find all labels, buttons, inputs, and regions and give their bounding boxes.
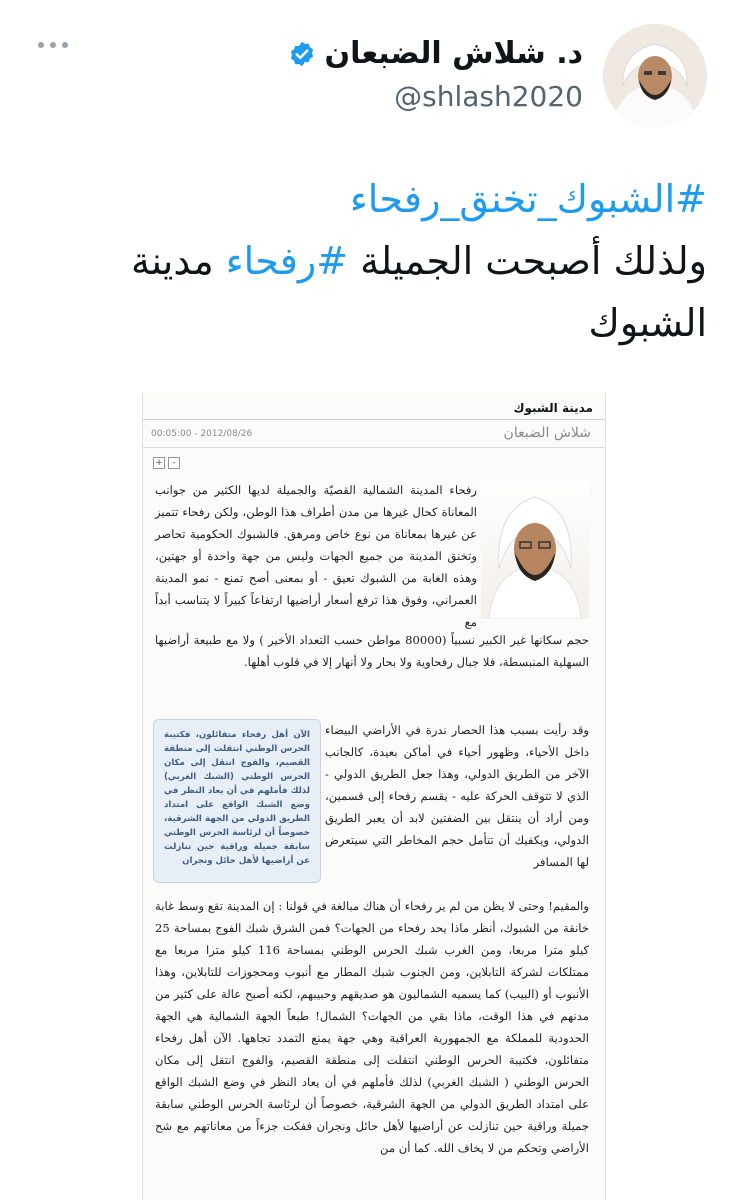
more-dot (38, 42, 44, 48)
divider (143, 419, 605, 420)
article-paragraph: والمقيم! وحتى لا يظن من لم ير رفحاء أن هناك مبالغة في قولنا : إن المدينة تقع وسط غابة خانقة من الشبوك، أنظر ماذا يحد رفحاء من الجهات؟ فمن الشرق شبك الفوج بمساحة 25 كيلو مترا مربعا، ومن الغرب شبك الحرس الوطني بمساحة 116 كيلو مترا مربعا مع ممتلكات لشركة التابلاين، ومن الجنوب شبك المطار مع أنبوب ومحجوزات للتابلاين، وهذا الأنبوب أو (البيب) كما يسميه الشماليون هو صديقهم وحبيبهم، لكنه أصبح عالة على كثير من مدنهم في هذا الوقت، ماذا بقي من الجهات؟ الشمال! طبعاً الجهة الشمالية هي الجهة الحدودية للمملكة مع الجمهورية العراقية وهي جهة يمنع التمدد تجاهها. الآن أهل رفحاء متفائلون، فكتيبة الحرس الوطني انتقلت إلى منطقة القصيم، والفوج انتقل إلى مكان الحرس الوطني ( الشبك الغربي) لذلك فأملهم في أن يعاد النظر في وضع الشبك الواقع على امتداد الطريق الدولي من الجهة الشرقية، خصوصاً أن لرئاسة الحرس الوطني سابقة جميلة وراقية حين تنازلت عن أراضيها لأهل حائل ونجران ففكت جزءاً من معاناتهم مع شح الأراضي وتحكم من لا يخاف الله. كما أن من (155, 899, 589, 1155)
tweet-text-segment: ولذلك أصبحت الجميلة (348, 239, 707, 283)
divider (143, 447, 605, 448)
tweet-line-2 (37, 230, 707, 292)
verified-badge-icon (288, 40, 316, 68)
pull-quote-text: الآن أهل رفحاء متفائلون، فكتيبة الحرس الوطني انتقلت إلى منطقة القصيم، والفوج انتقل إلى مكان الحرس الوطني (الشبك الغربي) لذلك فأملهم في أن يعاد النظر في وضع الشبك الواقع على امتداد الطريق الدولي من الجهة الشرقية، خصوصاً أن لرئاسة الحرس الوطني سابقة جميلة وراقية حين تنازلت عن أراضيها لأهل حائل ونجران (164, 730, 310, 866)
tweet-line-1 (37, 168, 707, 230)
avatar[interactable] (603, 24, 707, 128)
zoom-controls (153, 457, 180, 469)
author-photo-image (481, 479, 589, 619)
more-dot (62, 42, 68, 48)
hashtag-link[interactable]: #الشبوك_تخنق_رفحاء (349, 177, 707, 221)
pull-quote (153, 719, 321, 883)
tweet-line-3: الشبوك (588, 301, 707, 345)
zoom-out-icon: - (168, 457, 180, 469)
author-handle[interactable]: @shlash2020 (394, 80, 583, 113)
display-name[interactable]: د. شلاش الضبعان (324, 36, 583, 71)
tweet-text (37, 168, 707, 354)
article-date: 00:05:00 - 2012/08/26 (151, 429, 253, 439)
article-paragraph: رفحاء المدينة الشمالية القصيّة والجميلة لديها الكثير من جوانب المعاناة كحال غيرها من مدن أطراف هذا الوطن، ولكن رفحاء تتميز عن غيرها بمعاناة من نوع خاص ومرهق. فالشبوك الحكومية تحاصر وتخنق المدينة من جميع الجهات وليس من جهة واحدة أو جهتين، وهذه الغابة من الشبوك تعيق - أو بمعنى أصح تمنع - نمو المدينة العمراني، وفوق هذا ترفع أسعار أراضيها ارتفاعاً كبيراً لا يتناسب أبداً مع (155, 483, 477, 629)
tweet-text-segment: مدينة (130, 239, 226, 283)
avatar-image (603, 24, 707, 128)
article-paragraph: حجم سكانها غير الكبير نسبياً (80000 مواطن حسب التعداد الأخير ) ولا مع طبيعة أراضيها السهلية المنبسطة، فلا جبال رفحاوية ولا بحار ولا أنهار إلا في قلوب أهلها. (155, 633, 590, 669)
author-photo (481, 479, 589, 619)
more-options-icon[interactable] (38, 42, 68, 48)
article-paragraph: وقد رأيت بسبب هذا الحصار ندرة في الأراضي البيضاء داخل الأحياء، وظهور أحياء في أماكن بعيدة، كالجانب الآخر من الطريق الدولي، وهذا جعل الطريق الدولي - الذي لا تتوقف الحركة عليه - يقسم رفحاء إلى قسمين، ومن أراد أن ينتقل بين الضفتين لابد أن يعبر الطريق الدولي، ويكفيك أن تتأمل حجم المخاطر التي سيتعرض لها المسافر (325, 723, 589, 869)
author-name-row[interactable] (288, 36, 583, 71)
hashtag-link[interactable]: #رفحاء (225, 239, 349, 283)
attached-image[interactable] (142, 393, 606, 1200)
more-dot (50, 42, 56, 48)
zoom-in-icon: + (153, 457, 165, 469)
article-author: شلاش الضبعان (503, 425, 591, 441)
tweet-header (0, 0, 743, 150)
article-title: مدينة الشبوك (513, 401, 593, 415)
